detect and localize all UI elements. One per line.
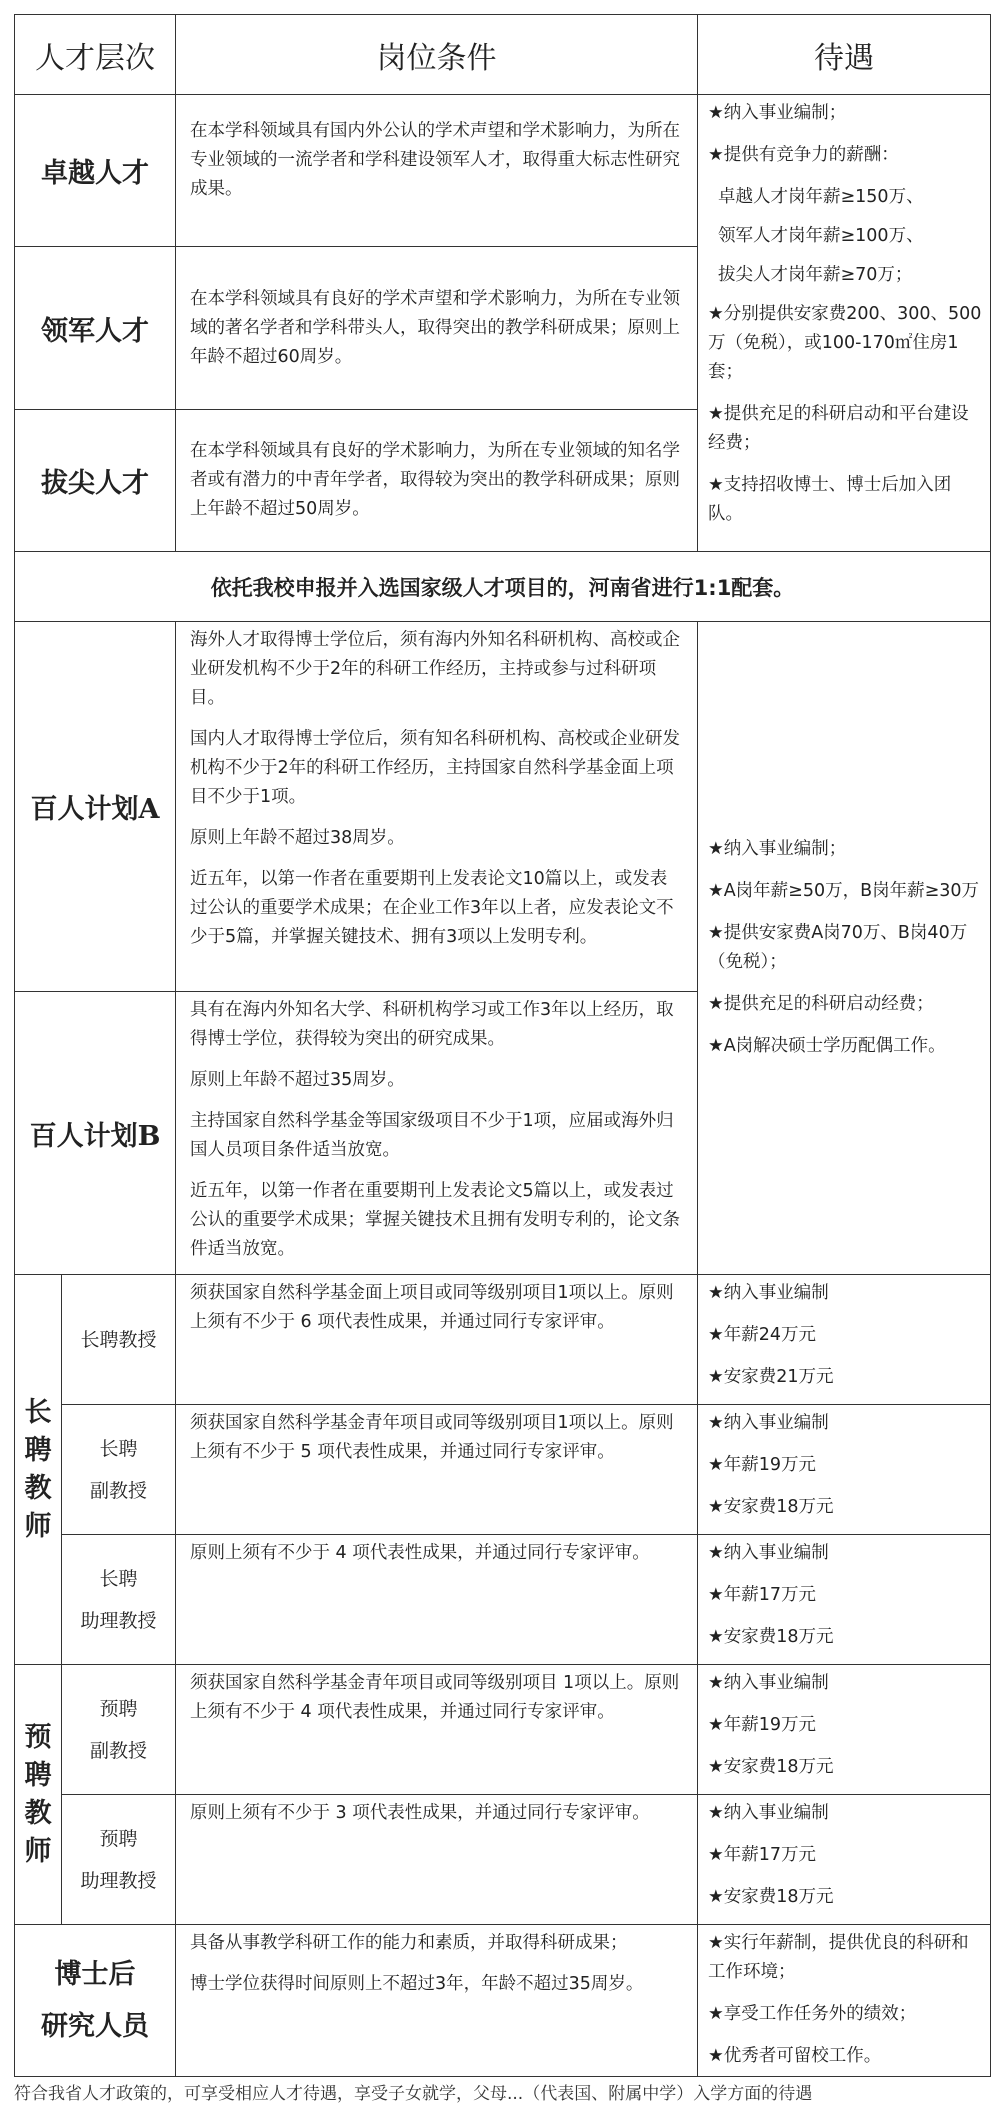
- cond-paragraph: 具有在海内外知名大学、科研机构学习或工作3年以上经历，取得博士学位，获得较为突出的研究成果。: [190, 1000, 674, 1049]
- level-hundred-b: 百人计划B: [15, 992, 176, 1275]
- cond-pre-associate: 须获国家自然科学基金青年项目或同等级别项目 1项以上。原则上须有不少于 4 项代表性成果，并通过同行专家评审。: [176, 1665, 698, 1795]
- benefit-item: ★支持招收博士、博士后加入团队。: [708, 475, 952, 524]
- header-level: 人才层次: [15, 15, 176, 95]
- benefit-item: ★提供有竞争力的薪酬：: [708, 145, 899, 165]
- level-lingjun: 领军人才: [15, 247, 176, 410]
- row-tenure-professor: [15, 1275, 991, 1405]
- benefit-item: ★分别提供安家费200、300、500万（免税），或100-170㎡住房1套；: [708, 304, 982, 382]
- benefit-item: ★纳入事业编制；: [708, 103, 847, 123]
- row-national-note: [15, 552, 991, 622]
- cond-bajian: 在本学科领域具有良好的学术影响力，为所在专业领域的知名学者或有潜力的中青年学者，取得较为突出的教学科研成果；原则上年龄不超过50周岁。: [176, 410, 698, 552]
- cond-hundred-b: [176, 992, 698, 1275]
- benefit-item: ★安家费18万元: [708, 1757, 834, 1777]
- benefit-item: ★安家费21万元: [708, 1367, 834, 1387]
- group-tenure: 长 聘 教 师: [15, 1275, 62, 1665]
- benefit-item: ★年薪19万元: [708, 1455, 816, 1475]
- benefit-item: ★年薪17万元: [708, 1585, 816, 1605]
- cond-paragraph: 国内人才取得博士学位后，须有知名科研机构、高校或企业研发机构不少于2年的科研工作经历，主持国家自然科学基金面上项目不少于1项。: [190, 729, 680, 807]
- cond-paragraph: 博士学位获得时间原则上不超过3年，年龄不超过35周岁。: [190, 1974, 644, 1994]
- national-note: 依托我校申报并入选国家级人才项目的，河南省进行1:1配套。: [15, 552, 991, 622]
- cond-pre-assistant: 原则上须有不少于 3 项代表性成果，并通过同行专家评审。: [176, 1795, 698, 1925]
- cond-tenure-assistant: 原则上须有不少于 4 项代表性成果，并通过同行专家评审。: [176, 1535, 698, 1665]
- level-zhuoyue: 卓越人才: [15, 95, 176, 247]
- benefit-item: ★提供充足的科研启动和平台建设经费；: [708, 404, 969, 453]
- benefit-item: ★安家费18万元: [708, 1497, 834, 1517]
- row-postdoc: [15, 1925, 991, 2077]
- benefit-item: ★优秀者可留校工作。: [708, 2046, 882, 2066]
- footnote-text: 符合我省人才政策的，可享受相应人才待遇，享受子女就学，父母...（代表国、附属中学）入学方面的待遇: [14, 2084, 813, 2104]
- cond-paragraph: 主持国家自然科学基金等国家级项目不少于1项，应届或海外归国人员项目条件适当放宽。: [190, 1111, 674, 1160]
- benefit-item: ★A岗年薪≥50万，B岗年薪≥30万: [708, 881, 980, 901]
- benefit-item: ★年薪17万元: [708, 1845, 816, 1865]
- benefit-item: ★纳入事业编制: [708, 1803, 829, 1823]
- benefit-item: ★实行年薪制，提供优良的科研和工作环境；: [708, 1933, 969, 1982]
- cond-paragraph: 海外人才取得博士学位后，须有海内外知名科研机构、高校或企业研发机构不少于2年的科研工作经历，主持或参与过科研项目。: [190, 630, 680, 708]
- benefit-item: 领军人才岗年薪≥100万、: [718, 226, 924, 246]
- benefits-pre-associate: [698, 1665, 991, 1795]
- benefits-hundred: [698, 622, 991, 1275]
- cond-lingjun: 在本学科领域具有良好的学术声望和学术影响力，为所在专业领域的著名学者和学科带头人，取得突出的教学科研成果；原则上年龄不超过60周岁。: [176, 247, 698, 410]
- cond-paragraph: 近五年，以第一作者在重要期刊上发表论文5篇以上，或发表过公认的重要学术成果；掌握关键技术且拥有发明专利的，论文条件适当放宽。: [190, 1181, 680, 1259]
- cond-hundred-a: [176, 622, 698, 992]
- benefit-item: ★年薪19万元: [708, 1715, 816, 1735]
- benefit-item: ★安家费18万元: [708, 1887, 834, 1907]
- row-hundred-a: [15, 622, 991, 992]
- title-tenure-assistant: 长聘 助理教授: [62, 1535, 176, 1665]
- row-tenure-assistant: [15, 1535, 991, 1665]
- benefits-senior: [698, 95, 991, 552]
- cond-postdoc: [176, 1925, 698, 2077]
- level-postdoc: 博士后 研究人员: [15, 1925, 176, 2077]
- benefit-item: ★提供安家费A岗70万、B岗40万（免税）；: [708, 923, 968, 972]
- title-tenure-associate: 长聘 副教授: [62, 1405, 176, 1535]
- level-bajian: 拔尖人才: [15, 410, 176, 552]
- row-pre-associate: [15, 1665, 991, 1795]
- benefit-item: ★纳入事业编制: [708, 1283, 829, 1303]
- cond-tenure-professor: 须获国家自然科学基金面上项目或同等级别项目1项以上。原则上须有不少于 6 项代表性成果，并通过同行专家评审。: [176, 1275, 698, 1405]
- cond-paragraph: 原则上年龄不超过35周岁。: [190, 1070, 405, 1090]
- benefits-tenure-associate: [698, 1405, 991, 1535]
- benefits-postdoc: [698, 1925, 991, 2077]
- row-tenure-associate: [15, 1405, 991, 1535]
- row-pre-assistant: [15, 1795, 991, 1925]
- header-row: [15, 15, 991, 95]
- benefit-item: ★纳入事业编制: [708, 1673, 829, 1693]
- header-conditions: 岗位条件: [176, 15, 698, 95]
- level-hundred-a: 百人计划A: [15, 622, 176, 992]
- benefit-item: 拔尖人才岗年薪≥70万；: [718, 265, 913, 285]
- cond-paragraph: 具备从事教学科研工作的能力和素质，并取得科研成果；: [190, 1933, 628, 1953]
- group-pre: 预 聘 教 师: [15, 1665, 62, 1925]
- benefit-item: ★纳入事业编制: [708, 1413, 829, 1433]
- benefit-item: ★安家费18万元: [708, 1627, 834, 1647]
- row-zhuoyue: [15, 95, 991, 247]
- benefit-item: ★享受工作任务外的绩效；: [708, 2004, 917, 2024]
- benefit-item: ★年薪24万元: [708, 1325, 816, 1345]
- cond-zhuoyue: 在本学科领域具有国内外公认的学术声望和学术影响力，为所在专业领域的一流学者和学科建设领军人才，取得重大标志性研究成果。: [176, 95, 698, 247]
- benefit-item: ★提供充足的科研启动经费；: [708, 994, 934, 1014]
- title-pre-associate: 预聘 副教授: [62, 1665, 176, 1795]
- talent-table: [14, 14, 991, 2077]
- benefits-pre-assistant: [698, 1795, 991, 1925]
- title-tenure-professor: 长聘教授: [62, 1275, 176, 1405]
- cond-paragraph: 近五年，以第一作者在重要期刊上发表论文10篇以上，或发表过公认的重要学术成果；在企业工作3年以上者，应发表论文不少于5篇，并掌握关键技术、拥有3项以上发明专利。: [190, 869, 674, 947]
- benefits-tenure-assistant: [698, 1535, 991, 1665]
- benefit-item: ★纳入事业编制: [708, 1543, 829, 1563]
- cond-paragraph: 原则上年龄不超过38周岁。: [190, 828, 405, 848]
- title-pre-assistant: 预聘 助理教授: [62, 1795, 176, 1925]
- benefit-item: ★纳入事业编制；: [708, 839, 847, 859]
- benefit-item: ★A岗解决硕士学历配偶工作。: [708, 1036, 946, 1056]
- header-benefits: 待遇: [698, 15, 991, 95]
- benefit-item: 卓越人才岗年薪≥150万、: [718, 187, 924, 207]
- cond-tenure-associate: 须获国家自然科学基金青年项目或同等级别项目1项以上。原则上须有不少于 5 项代表性成果，并通过同行专家评审。: [176, 1405, 698, 1535]
- benefits-tenure-professor: [698, 1275, 991, 1405]
